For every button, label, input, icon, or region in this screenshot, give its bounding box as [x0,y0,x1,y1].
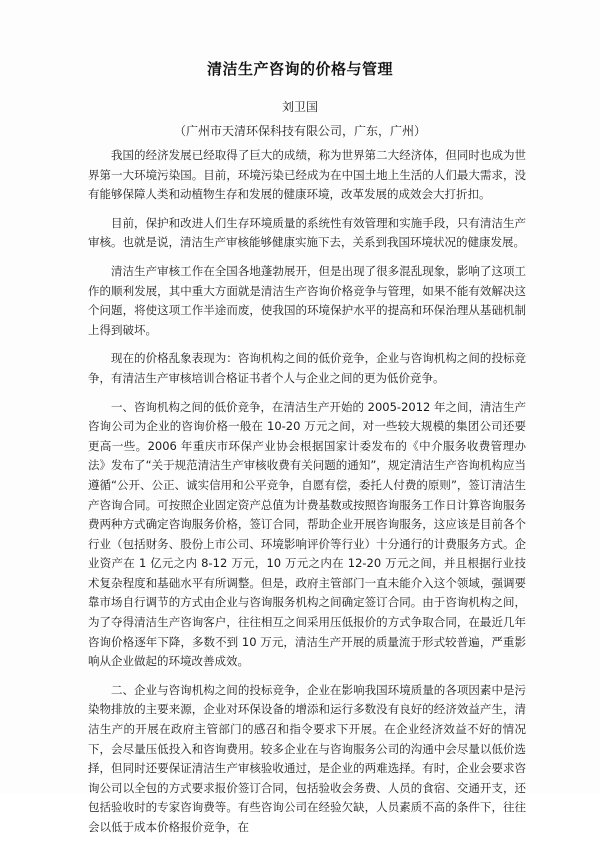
body-paragraph: 我国的经济发展已经取得了巨大的成绩，称为世界第二大经济体，但同时也成为世界第一大环境污染国。目前，环境污染已经成为在中国土地上生活的人们最大需求，没有能够保障人类和动植物生存和发展的健康环境，改革发展的成效会大打折扣。 [88,148,526,202]
article-body [88,146,526,847]
body-paragraph: 清洁生产审核工作在全国各地蓬勃展开，但是出现了很多混乱现象，影响了这项工作的顺利发展，其中重大方面就是清洁生产咨询价格竞争与管理，如果不能有效解决这个问题，将使这项工作半途而废，使我国的环境保护水平的提高和环保治理从基础机制上得到破坏。 [88,263,526,337]
body-paragraph: 二、企业与咨询机构之间的投标竞争，企业在影响我国环境质量的各项因素中是污染物排放的主要来源，企业对环保设备的增添和运行多数没有良好的经济效益产生，清洁生产的开展在政府主管部门的感召和指令要求下开展。在企业经济效益不好的情况下，会尽量压低投入和咨询费用。较多企业在与咨询服务公司的沟通中会尽量以低价选择，但同时还要保证清洁生产审核验收通过，是企业的两难选择。有时，企业会要求咨询公司以全包的方式要求报价签订合同，包括验收会务费、人员的食宿、交通开支，还包括验收时的专家咨询费等。有些咨询公司在经验欠缺，人员素质不高的条件下，往往会以低于成本价格报价竞争，在 [88,682,526,834]
body-paragraph: 现在的价格乱象表现为：咨询机构之间的低价竞争，企业与咨询机构之间的投标竞争，有清洁生产审核培训合格证书者个人与企业之间的更为低价竞争。 [88,351,526,385]
body-paragraph: 目前，保护和改进人们生存环境质量的系统性有效管理和实施手段，只有清洁生产审核。也就是说，清洁生产审核能够健康实施下去，关系到我国环境状况的健康发展。 [88,215,526,250]
document-title: 清洁生产咨询的价格与管理 [206,60,393,78]
author-affiliation: （广州市天清环保科技有限公司，广东，广州） [173,124,426,138]
body-paragraph: 一、咨询机构之间的低价竞争，在清洁生产开始的 2005-2012 年之间，清洁生产咨询公司为企业的咨询价格一般在 10-20 万元之间，对一些较大规模的集团公司还要更高一些。2006 年重庆市环保产业协会根据国家计委发布的《中介服务收费管理办法》发布了“关于规范清洁生产审核收费有关问题的通知”，规定清洁生产咨询机构应当遵循“公开、公正、诚实信用和公平竞争，自愿有偿，委托人付费的原则”，签订清洁生产咨询合同。可按照企业固定资产总值为计费基数或按照咨询服务工作日计算咨询服务费两种方式确定咨询服务价格，签订合同，帮助企业开展咨询服务，这应该是目前各个行业（包括财务、股份上市公司、环境影响评价等行业）十分通行的计费服务方式。企业资产在 1 亿元之内 8-12 万元，10 万元之内在 12-20 万元之间，并且根据行业技术复杂程度和基础水平有所调整。但是，政府主管部门一直未能介入这个领域，强调要靠市场自行调节的方式由企业与咨询服务机构之间确定签订合同。由于咨询机构之间，为了夺得清洁生产咨询客户，往往相互之间采用压低报价的方式争取合同，在最近几年咨询价格逐年下降，多数不到 10 万元，清洁生产开展的质量流于形式较普遍，严重影响从企业做起的环境改善成效。 [88,399,526,669]
author-name: 刘卫国 [281,100,318,114]
